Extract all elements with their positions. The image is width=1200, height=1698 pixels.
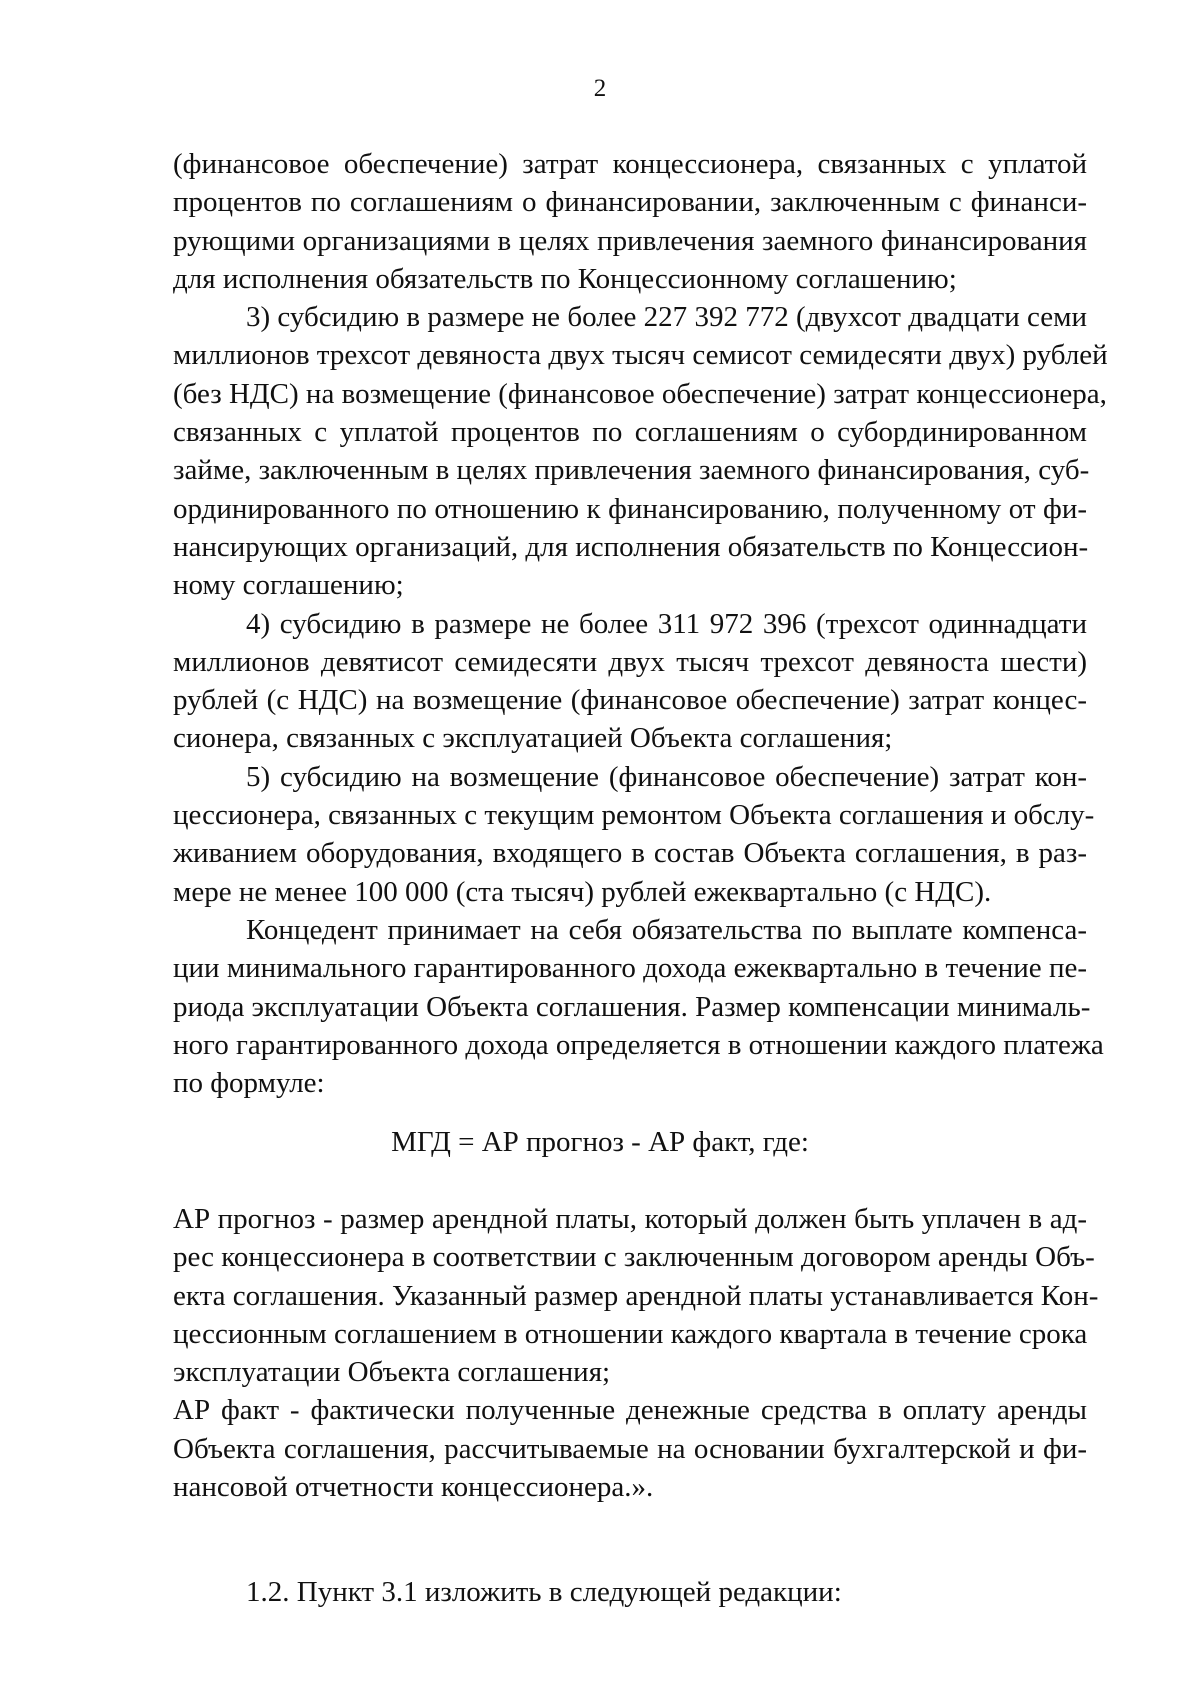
paragraph-line: ному соглашению; [173, 569, 404, 602]
paragraph-line: ного гарантированного дохода определяется в отношении каждого платежа [173, 1028, 1104, 1061]
paragraph-line: мере не менее 100 000 (ста тысяч) рублей ежеквартально (с НДС). [173, 875, 992, 908]
paragraph-line: миллионов девятисот семидесяти двух тысяч трехсот девяноста шести) [173, 645, 1087, 678]
paragraph-line: риода эксплуатации Объекта соглашения. Размер компенсации минималь- [173, 990, 1091, 1023]
paragraph-line: 3) субсидию в размере не более 227 392 772 (двухсот двадцати семи [246, 301, 1087, 334]
section-1-2-heading: 1.2. Пункт 3.1 изложить в следующей редакции: [246, 1576, 842, 1608]
definition-line: АР прогноз - размер арендной платы, который должен быть уплачен в ад- [173, 1203, 1087, 1235]
paragraph-line: сионера, связанных с эксплуатацией Объекта соглашения; [173, 722, 893, 755]
paragraph-line: процентов по соглашениям о финансировании, заключенным с финанси- [173, 186, 1087, 219]
paragraph-line: миллионов трехсот девяноста двух тысяч семисот семидесяти двух) рублей [173, 339, 1108, 372]
paragraph-line: ции минимального гарантированного дохода ежеквартально в течение пе- [173, 952, 1087, 985]
definitions [173, 1200, 1099, 1506]
paragraph-line: (без НДС) на возмещение (финансовое обеспечение) затрат концессионера, [173, 377, 1107, 410]
definition-line: екта соглашения. Указанный размер арендной платы устанавливается Кон- [173, 1279, 1099, 1312]
paragraph-line: 4) субсидию в размере не более 311 972 396 (трехсот одиннадцати [246, 607, 1087, 640]
paragraph-line: Концедент принимает на себя обязательства по выплате компенса- [246, 913, 1087, 946]
formula: МГД = АР прогноз - АР факт, где: [391, 1126, 809, 1158]
paragraph-line: (финансовое обеспечение) затрат концессионера, связанных с уплатой [173, 148, 1087, 180]
definition-line: нансовой отчетности концессионера.». [173, 1471, 654, 1504]
paragraph-line: нансирующих организаций, для исполнения обязательств по Концессион- [173, 530, 1089, 563]
paragraph-line: займе, заключенным в целях привлечения заемного финансирования, суб- [173, 454, 1090, 487]
paragraph-line: цессионера, связанных с текущим ремонтом Объекта соглашения и обслу- [173, 799, 1095, 832]
paragraph-line: ординированного по отношению к финансированию, полученному от фи- [173, 492, 1087, 525]
paragraph-line: связанных с уплатой процентов по соглашениям о субординированном [173, 416, 1087, 449]
paragraph-line: рублей (с НДС) на возмещение (финансовое обеспечение) затрат концес- [173, 684, 1087, 717]
paragraph-line: живанием оборудования, входящего в состав Объекта соглашения, в раз- [173, 837, 1087, 870]
definition-line: рес концессионера в соответствии с заключенным договором аренды Объ- [173, 1241, 1095, 1274]
page-number: 2 [593, 75, 607, 102]
paragraph-line: для исполнения обязательств по Концессионному соглашению; [173, 262, 957, 295]
definition-line: АР факт - фактически полученные денежные средства в оплату аренды [173, 1394, 1087, 1427]
definition-line: цессионным соглашением в отношении каждого квартала в течение срока [173, 1317, 1088, 1350]
paragraph-line: 5) субсидию на возмещение (финансовое обеспечение) затрат кон- [246, 760, 1087, 793]
paragraph-line: рующими организациями в целях привлечения заемного финансирования [173, 224, 1087, 257]
definition-line: эксплуатации Объекта соглашения; [173, 1356, 611, 1389]
definition-line: Объекта соглашения, рассчитываемые на основании бухгалтерской и фи- [173, 1432, 1087, 1465]
paragraph-line: по формуле: [173, 1067, 325, 1100]
body-text [173, 145, 1108, 1102]
